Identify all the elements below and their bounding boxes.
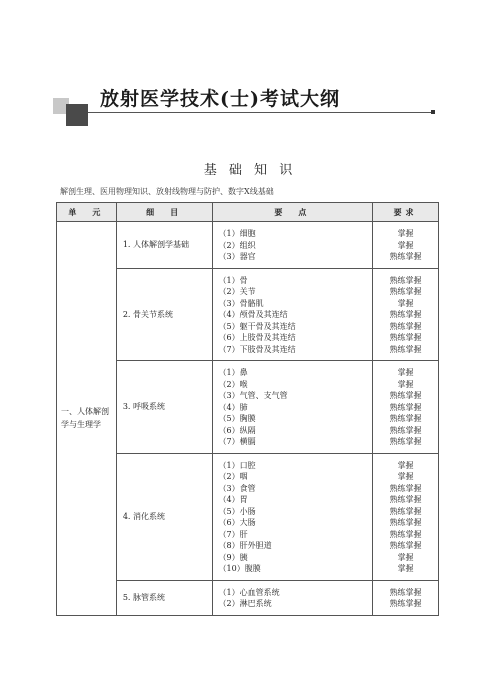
subject-cell: 3. 呼吸系统	[116, 361, 212, 454]
point-item: （2）组织	[218, 240, 256, 250]
point-item: （5）胸膜	[218, 414, 256, 423]
requirement-item: 熟练掌握	[389, 287, 422, 296]
point-item: （2）淋巴系统	[218, 599, 272, 608]
requirement-item: 掌握	[397, 460, 414, 470]
point-item: （6）上肢骨及其连结	[218, 333, 296, 342]
requirement-cell	[373, 580, 439, 615]
table-header-row	[57, 203, 439, 222]
requirement-item: 熟练掌握	[389, 599, 422, 608]
point-item: （1）细胞	[218, 229, 256, 238]
point-item: （1）心血管系统	[218, 587, 280, 597]
requirement-item: 熟练掌握	[389, 425, 422, 435]
requirement-item: 熟练掌握	[389, 541, 422, 550]
point-item: （5）躯干骨及其连结	[218, 321, 296, 331]
requirement-item: 熟练掌握	[389, 483, 422, 493]
point-item: （1）口腔	[218, 460, 256, 470]
requirement-cell	[373, 268, 439, 361]
points-cell	[212, 361, 373, 454]
requirement-item: 掌握	[397, 564, 414, 573]
point-item: （2）关节	[218, 287, 256, 296]
page-title: 放射医学技术(士)考试大纲	[100, 88, 340, 110]
requirement-item: 熟练掌握	[389, 321, 422, 331]
point-item: （7）肝	[218, 529, 248, 539]
point-item: （4）胃	[218, 495, 248, 504]
requirement-item: 掌握	[397, 552, 414, 562]
requirement-item: 熟练掌握	[389, 529, 422, 539]
requirement-item: 掌握	[397, 379, 414, 389]
syllabus-table	[56, 202, 439, 616]
requirement-cell	[373, 453, 439, 580]
point-item: （3）骨骼肌	[218, 298, 264, 308]
requirement-item: 掌握	[397, 368, 414, 377]
requirement-item: 熟练掌握	[389, 518, 422, 527]
requirement-item: 熟练掌握	[389, 414, 422, 423]
requirement-item: 熟练掌握	[389, 344, 422, 354]
header-rule	[88, 112, 433, 113]
point-item: （3）气管、支气管	[218, 391, 288, 400]
header-dark-square	[66, 104, 88, 126]
requirement-item: 熟练掌握	[389, 506, 422, 516]
points-cell	[212, 222, 373, 269]
requirement-item: 熟练掌握	[389, 495, 422, 504]
point-item: （7）下肢骨及其连结	[218, 344, 296, 354]
requirement-cell	[373, 222, 439, 269]
point-item: （3）器官	[218, 252, 256, 261]
point-item: （7）横膈	[218, 437, 256, 446]
requirement-item: 熟练掌握	[389, 333, 422, 342]
column-header-subject: 细 目	[116, 203, 212, 222]
subject-cell: 5. 脉管系统	[116, 580, 212, 615]
requirement-item: 熟练掌握	[389, 391, 422, 400]
column-header-requirement: 要求	[373, 203, 439, 222]
header-rule-end-dot	[431, 110, 435, 114]
unit-cell: 一、人体解剖学与生理学	[57, 222, 117, 616]
requirement-item: 熟练掌握	[389, 275, 422, 285]
subject-cell: 1. 人体解剖学基础	[116, 222, 212, 269]
requirement-cell	[373, 361, 439, 454]
requirement-item: 掌握	[397, 229, 414, 238]
requirement-item: 熟练掌握	[389, 252, 422, 261]
requirement-item: 掌握	[397, 472, 414, 481]
table-row	[57, 222, 439, 269]
requirement-item: 掌握	[397, 240, 414, 250]
point-item: （4）肺	[218, 402, 248, 412]
point-item: （8）肝外胆道	[218, 541, 272, 550]
section-subtitle: 解剖生理、医用物理知识、放射线物理与防护、数字X线基础	[60, 187, 274, 196]
points-cell	[212, 453, 373, 580]
requirement-item: 熟练掌握	[389, 402, 422, 412]
column-header-unit: 单 元	[57, 203, 117, 222]
point-item: （5）小肠	[218, 506, 256, 516]
points-cell	[212, 268, 373, 361]
point-item: （2）咽	[218, 472, 248, 481]
section-title: 基 础 知 识	[203, 163, 297, 178]
point-item: （10）腹膜	[218, 564, 261, 573]
subject-cell: 2. 骨关节系统	[116, 268, 212, 361]
point-item: （1）骨	[218, 275, 248, 285]
requirement-item: 熟练掌握	[389, 587, 422, 597]
subject-cell: 4. 消化系统	[116, 453, 212, 580]
point-item: （3）食管	[218, 483, 256, 493]
requirement-item: 熟练掌握	[389, 310, 422, 319]
requirement-item: 掌握	[397, 298, 414, 308]
point-item: （9）胰	[218, 552, 248, 562]
point-item: （4）颅骨及其连结	[218, 310, 288, 319]
point-item: （1）鼻	[218, 368, 248, 377]
points-cell	[212, 580, 373, 615]
column-header-points: 要 点	[212, 203, 373, 222]
point-item: （6）大肠	[218, 518, 256, 527]
point-item: （2）喉	[218, 379, 248, 389]
requirement-item: 熟练掌握	[389, 437, 422, 446]
point-item: （6）纵隔	[218, 425, 256, 435]
syllabus-body	[57, 222, 439, 616]
